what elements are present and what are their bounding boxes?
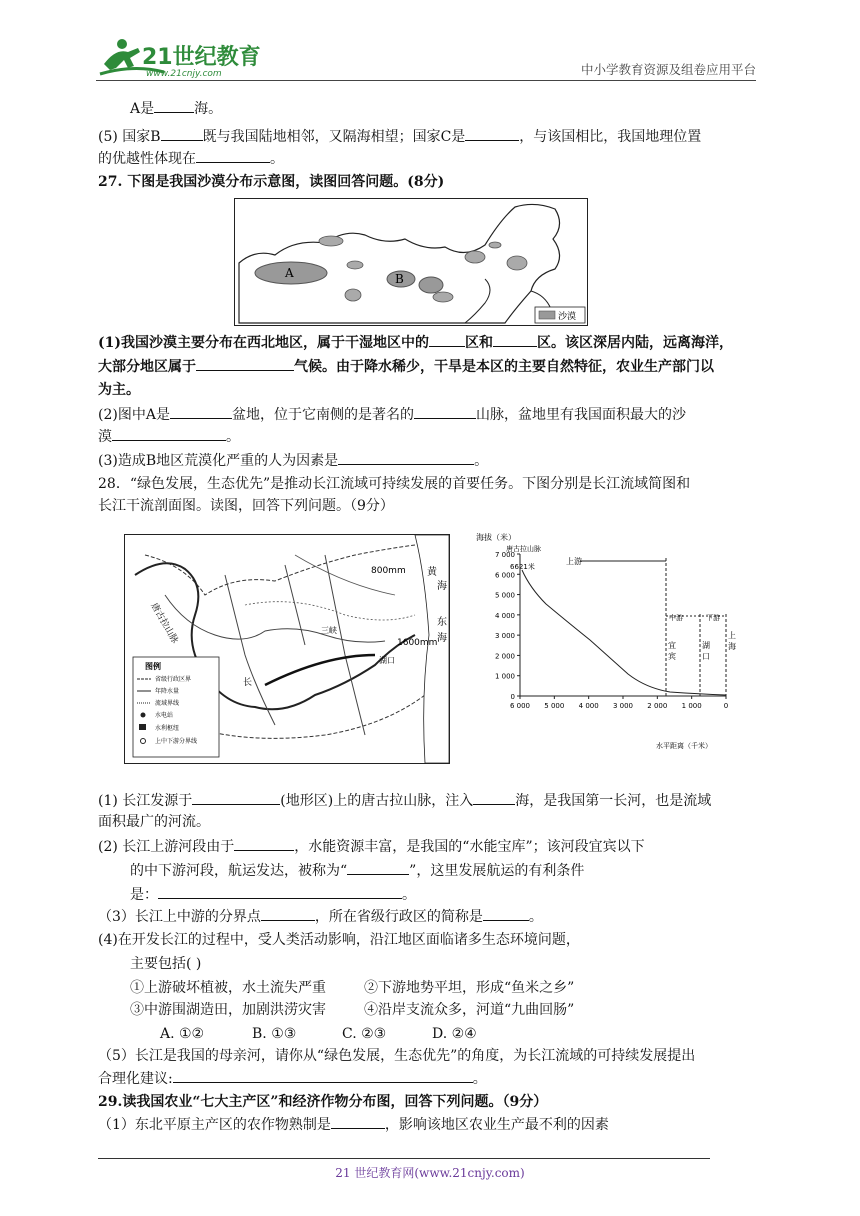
- map-label-sanxia: 三峡: [321, 626, 337, 635]
- profile-x-tick-label: 5 000: [544, 702, 565, 710]
- map-label-east-sea-1: 东: [437, 617, 447, 628]
- q28-option-1: ①上游破坏植被，水土流失严重: [130, 980, 326, 996]
- profile-y-tick-label: 0: [510, 693, 515, 701]
- map-label-800: 800mm: [371, 566, 406, 576]
- q27-part3: (3)造成B地区荒漠化严重的人为因素是 。: [98, 450, 488, 471]
- profile-y-tick-label: 2 000: [494, 652, 515, 661]
- line-advantage: 的优越性体现在 。: [98, 148, 284, 169]
- site-logo: [94, 34, 264, 82]
- profile-x-tick-label: 3 000: [612, 702, 634, 710]
- map-legend-title: 图例: [145, 662, 161, 671]
- profile-upper-label: 上游: [566, 557, 582, 566]
- q28-part2-line3: 是： 。: [130, 884, 416, 905]
- map-label-yellow-sea-2: 海: [437, 581, 447, 592]
- q28-option-2: ②下游地势平坦，形成“鱼米之乡”: [364, 980, 575, 996]
- map-label-yellow-sea-1: 黄: [427, 567, 437, 578]
- header-platform-text: 中小学教育资源及组卷应用平台: [580, 62, 756, 77]
- q28-choice-a[interactable]: A. ①②: [160, 1026, 205, 1042]
- q28-part2-line2: 的中下游河段，航运发达，被称为“ ”，这里发展航运的有利条件: [130, 860, 584, 881]
- line-a-sea: A是 海。: [130, 98, 222, 119]
- profile-y-tick-label: 1 000: [494, 672, 515, 681]
- profile-y-tick-label: 3 000: [494, 632, 515, 641]
- logo-url-text: www.21cnjy.com: [146, 69, 222, 79]
- q27-part1-line1: (1)我国沙漠主要分布在西北地区，属于干湿地区中的 区和 区。该区深居内陆，远离海洋，: [98, 332, 733, 353]
- line-country-b: (5) 国家B 既与我国陆地相邻，又隔海相望；国家C是 ，与该国相比，我国地理位置: [98, 126, 701, 147]
- desert-map: [234, 198, 588, 326]
- map-label-1600: 1600mm: [397, 638, 438, 648]
- q28-part1-line1: (1) 长江发源于 (地形区)上的唐古拉山脉，注入 海，是我国第一长河，也是流域: [98, 790, 711, 811]
- desert-legend-label: 沙漠: [558, 312, 577, 322]
- profile-shanghai-label: 上: [728, 631, 736, 640]
- map-label-hukou: 湖口: [379, 656, 395, 665]
- profile-x-tick-label: 6 000: [509, 702, 531, 710]
- logo-main-text: 21世纪教育: [142, 45, 261, 70]
- profile-y-tick-label: 5 000: [494, 591, 515, 600]
- profile-x-tick-label: 4 000: [578, 702, 599, 710]
- q27-part2-line1: (2)图中A是 盆地，位于它南侧的是著名的 山脉，盆地里有我国面积最大的沙: [98, 404, 686, 425]
- profile-middle-label: 中游: [669, 614, 683, 622]
- q28-option-4: ④沿岸支流众多，河道“九曲回肠”: [364, 1002, 575, 1018]
- q28-part2-line1: (2) 长江上游河段由于 ，水能资源丰富，是我国的“水能宝库”；该河段宜宾以下: [98, 836, 645, 857]
- desert-label-a: A: [285, 266, 294, 280]
- profile-yibin-label: 宾: [668, 652, 676, 661]
- map-label-chang: 长: [243, 678, 253, 688]
- q27-part2-line2: 漠 。: [98, 426, 240, 447]
- profile-xlabel: 水平距离（千米）: [656, 742, 712, 750]
- map-legend-item: 流域界线: [155, 700, 180, 707]
- profile-hukou-label: 口: [702, 652, 710, 661]
- q28-part5-line1: （5）长江是我国的母亲河，请你从“绿色发展，生态优先”的角度，为长江流域的可持续发展提出: [98, 1048, 696, 1064]
- map-legend-item: 水电站: [155, 712, 174, 719]
- runner-logo-icon: [94, 34, 264, 82]
- profile-y-tick-label: 7 000: [494, 551, 515, 559]
- q28-choice-c[interactable]: C. ②③: [342, 1026, 387, 1042]
- map-label-east-sea-2: 海: [437, 633, 447, 644]
- q28-choice-b[interactable]: B. ①③: [252, 1026, 297, 1042]
- map-legend-item: 省级行政区界: [155, 676, 192, 683]
- q28-part3: （3）长江上中游的分界点 ，所在省级行政区的简称是 。: [98, 906, 543, 927]
- q29-part1: （1）东北平原主产区的农作物熟制是 ，影响该地区农业生产最不利的因素: [98, 1114, 609, 1135]
- q28-title-line2: 长江干流剖面图。读图，回答下列问题。（9分）: [98, 498, 394, 514]
- profile-lower-label: 下游: [706, 614, 720, 622]
- footer-divider: [98, 1158, 710, 1159]
- profile-x-tick-label: 0: [723, 702, 729, 710]
- profile-x-tick-label: 1 000: [681, 702, 702, 710]
- q29-title: 29.读我国农业“七大主产区”和经济作物分布图，回答下列问题。（9分）: [98, 1094, 548, 1110]
- yangtze-profile-chart: [470, 528, 750, 760]
- profile-peak-label: 唐古拉山脉: [506, 545, 541, 553]
- profile-y-tick-label: 6 000: [494, 571, 515, 580]
- q28-part1-line2: 面积最广的河流。: [98, 814, 210, 830]
- q28-title-line1: 28．“绿色发展，生态优先”是推动长江流域可持续发展的首要任务。下图分别是长江流域简图和: [98, 476, 691, 492]
- map-legend-item: 上中下游分界线: [155, 738, 198, 745]
- header-divider: [96, 80, 756, 81]
- desert-label-b: B: [395, 272, 404, 286]
- q28-part4-line2: 主要包括( ): [130, 956, 202, 972]
- q27-part1-line3: 为主。: [98, 382, 140, 398]
- profile-peak-value: 6621米: [510, 563, 535, 571]
- map-legend-item: 年降水量: [155, 688, 180, 695]
- profile-yibin-label: 宜: [668, 641, 676, 650]
- map-legend-item: 水利枢纽: [155, 725, 180, 732]
- profile-x-tick-label: 2 000: [647, 702, 668, 710]
- profile-ylabel: 海拔（米）: [476, 533, 516, 542]
- q28-option-3: ③中游围湖造田，加剧洪涝灾害: [130, 1002, 326, 1018]
- q28-part4-line1: (4)在开发长江的过程中，受人类活动影响，沿江地区面临诸多生态环境问题，: [98, 932, 580, 948]
- q27-part1-line2: 大部分地区属于 气候。由于降水稀少，干旱是本区的主要自然特征，农业生产部门以: [98, 356, 714, 377]
- footer-text: 21 世纪教育网(www.21cnjy.com): [335, 1166, 525, 1180]
- profile-y-tick-label: 4 000: [494, 611, 515, 620]
- q27-title: 27. 下图是我国沙漠分布示意图，读图回答问题。(8分): [98, 174, 445, 190]
- profile-hukou-label: 湖: [702, 641, 710, 650]
- yangtze-map: [124, 534, 450, 764]
- q28-part5-line2: 合理化建议: 。: [98, 1068, 487, 1089]
- map-label-tanggula: 唐古拉山脉: [148, 601, 180, 646]
- q28-choice-d[interactable]: D. ②④: [432, 1026, 477, 1042]
- profile-shanghai-label: 海: [728, 642, 736, 651]
- profile-elevation-curve: [522, 570, 726, 695]
